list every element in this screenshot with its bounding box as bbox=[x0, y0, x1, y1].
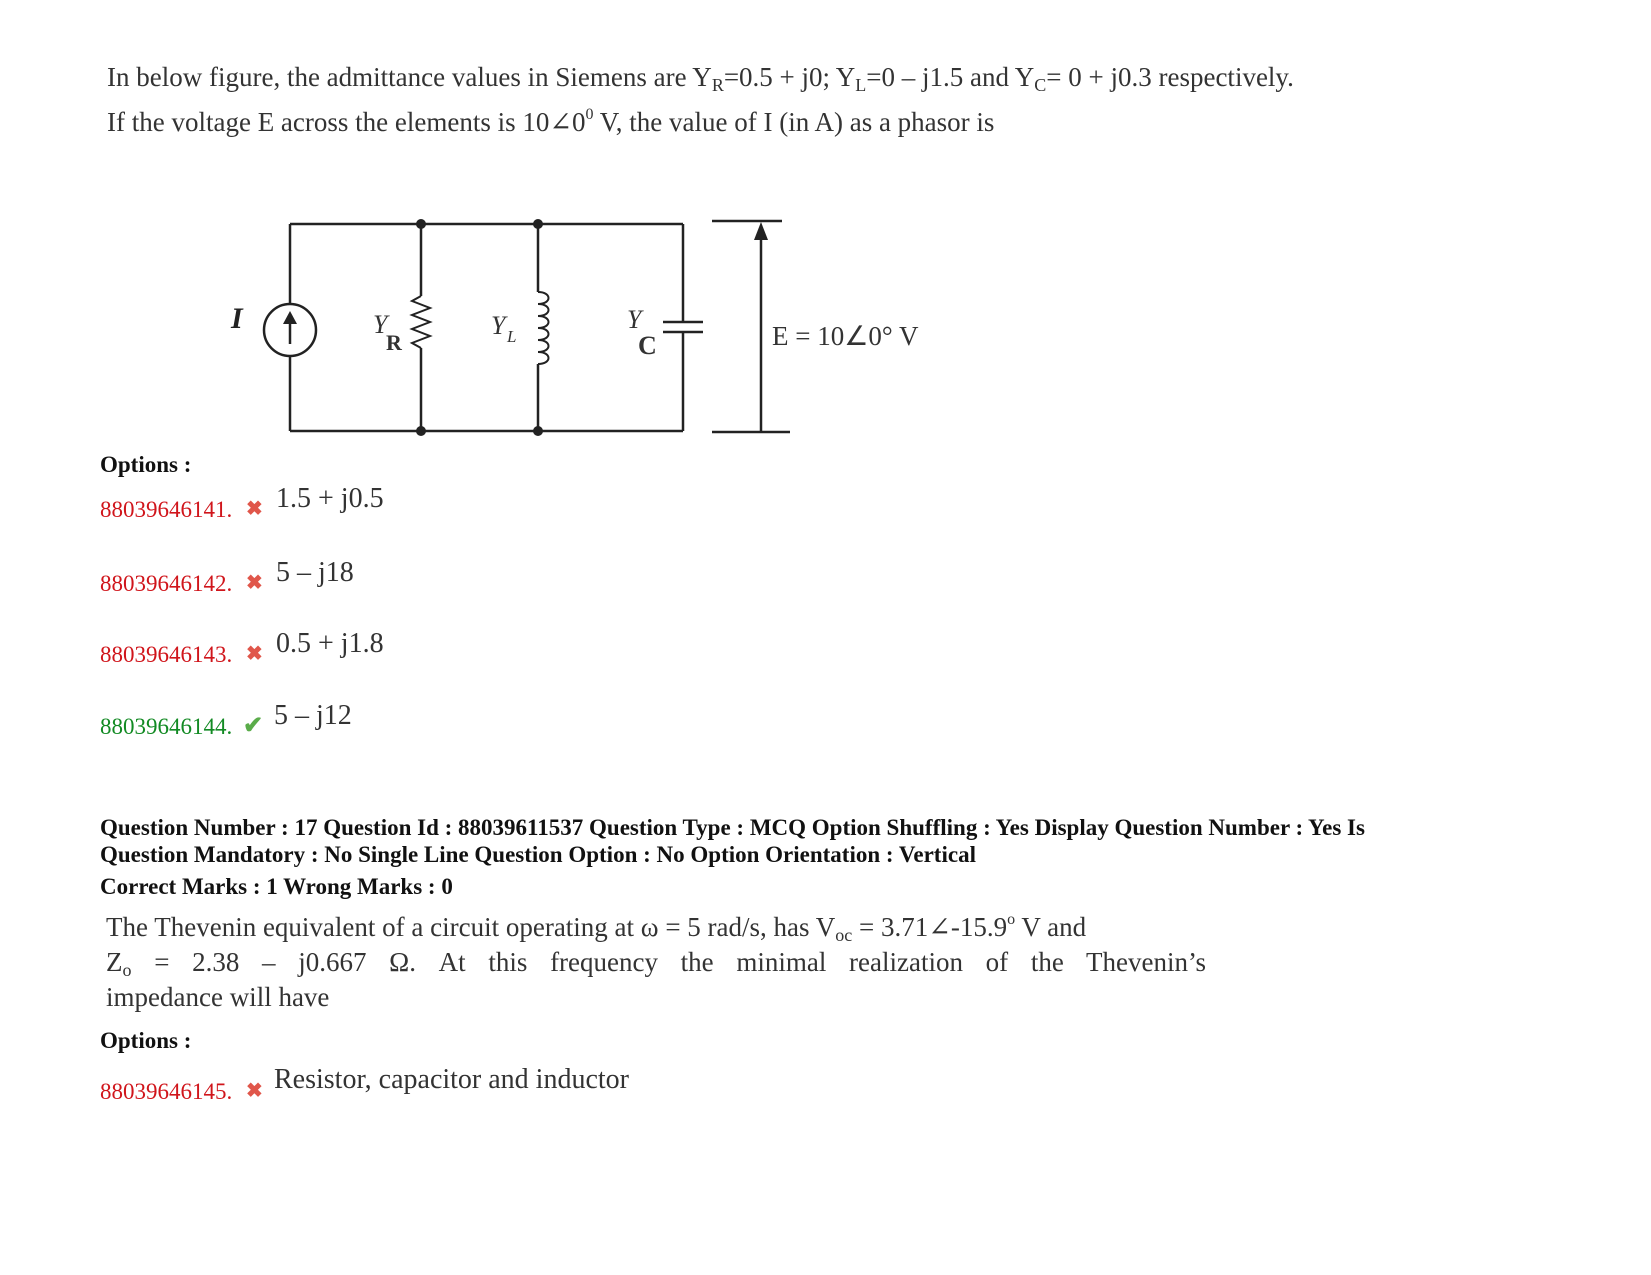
option-id: 88039646142. bbox=[100, 571, 233, 596]
yr-label: Y bbox=[373, 310, 388, 339]
option-id: 88039646145. bbox=[100, 1079, 233, 1104]
q16-options-label: Options : bbox=[100, 452, 192, 477]
junction-dot bbox=[416, 426, 426, 436]
q17-question-line1: The Thevenin equivalent of a circuit operating at ω = 5 rad/s, has $V_{oc}$ = $3.71\angle-15.9^o$ V and bbox=[106, 911, 1087, 945]
junction-dot bbox=[416, 219, 426, 229]
wrong-icon: ✖ bbox=[246, 572, 263, 594]
yl-label: Y bbox=[491, 311, 506, 340]
wrong-icon: ✖ bbox=[246, 643, 263, 665]
q17-question-line2: $Z_o = 2.38 - j0.667$ Ω. At this frequency the minimal realization of the Thevenin’s bbox=[106, 947, 1206, 980]
q17-marks: Correct Marks : 1 Wrong Marks : 0 bbox=[100, 874, 453, 899]
option-value: 0.5 + j1.8 bbox=[276, 628, 384, 659]
option-id: 88039646143. bbox=[100, 642, 233, 667]
circuit-diagram bbox=[0, 0, 1651, 470]
source-label: I bbox=[231, 302, 243, 335]
q16-question-line2: If the voltage E across the elements is $10\angle 0^0$ V, the value of I (in A) as a phasor is bbox=[107, 106, 995, 137]
q17-question-line3: impedance will have bbox=[106, 982, 330, 1012]
q16-question-line1: In below figure, the admittance values in Siemens are $Y_R=0.5 + j0$; $Y_L=0 - j1.5$ and $Y_C= 0 + j0.3$ respectively. bbox=[107, 62, 1294, 95]
yc-label: Y bbox=[627, 305, 642, 334]
junction-dot bbox=[533, 219, 543, 229]
option-value: 1.5 + j0.5 bbox=[276, 483, 384, 514]
check-icon: ✔ bbox=[243, 713, 264, 739]
voltage-label: E = 10∠0° V bbox=[772, 321, 919, 351]
wrong-icon: ✖ bbox=[246, 498, 263, 520]
q17-options-label: Options : bbox=[100, 1028, 192, 1053]
yr-sub: R bbox=[386, 330, 402, 355]
wrong-icon: ✖ bbox=[246, 1080, 263, 1102]
option-id: 88039646141. bbox=[100, 497, 233, 522]
q17-meta-line1: Question Number : 17 Question Id : 88039611537 Question Type : MCQ Option Shuffling : Yes Display Question Number : Yes Is bbox=[100, 815, 1365, 840]
yc-sub: C bbox=[638, 331, 657, 360]
q17-meta-line2: Question Mandatory : No Single Line Question Option : No Option Orientation : Vertical bbox=[100, 842, 976, 867]
option-id: 88039646144. bbox=[100, 714, 233, 739]
yl-sub: L bbox=[507, 327, 517, 346]
option-value: 5 – j12 bbox=[274, 700, 352, 731]
option-value: Resistor, capacitor and inductor bbox=[274, 1064, 629, 1095]
junction-dot bbox=[533, 426, 543, 436]
option-value: 5 – j18 bbox=[276, 557, 354, 588]
